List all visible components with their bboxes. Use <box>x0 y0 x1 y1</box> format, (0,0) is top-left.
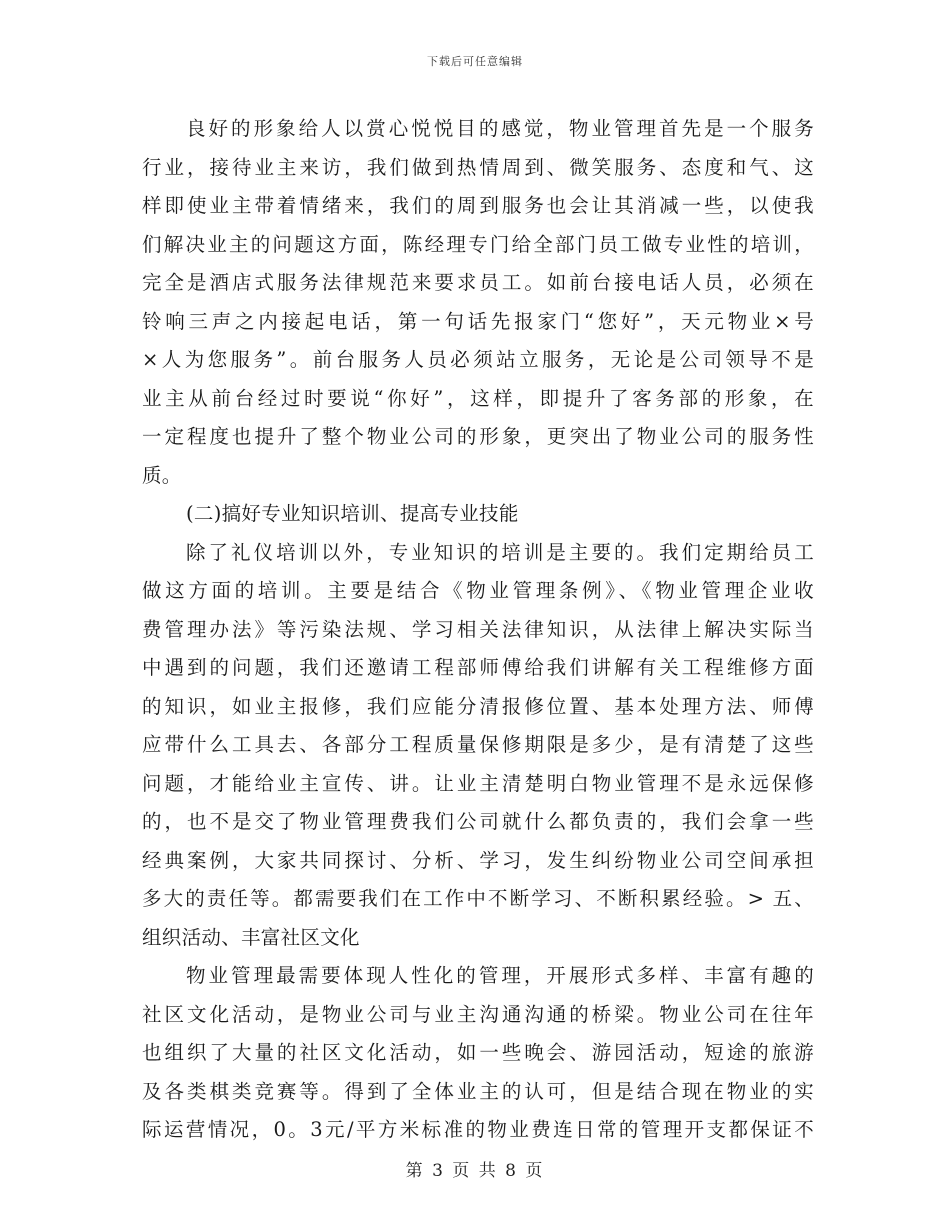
paragraph-line: 质。 <box>142 463 182 487</box>
paragraph-line: 除了礼仪培训以外，专业知识的培训是主要的。我们定期给员工 <box>186 540 814 564</box>
paragraph-line: 应带什么工具去、各部分工程质量保修期限是多少，是有清楚了这些 <box>142 733 814 756</box>
paragraph-line: 经典案例，大家共同探讨、分析、学习，发生纠纷物业公司空间承担 <box>142 848 814 872</box>
paragraph-line: 铃响三声之内接起电话，第一句话先报家门“您好”，天元物业×号 <box>142 309 814 333</box>
paragraph-line: 的知识，如业主报修，我们应能分清报修位置、基本处理方法、师傅 <box>142 694 814 718</box>
paragraph-line: 也组织了大量的社区文化活动，如一些晚会、游园活动，短途的旅游 <box>142 1041 814 1064</box>
paragraph-line: 一定程度也提升了整个物业公司的形象，更突出了物业公司的服务性 <box>142 425 814 448</box>
page-number: 第 3 页 共 8 页 <box>405 1161 545 1181</box>
paragraph-line: 多大的责任等。都需要我们在工作中不断学习、不断积累经验。> 五、 <box>142 887 814 910</box>
paragraph-line: 良好的形象给人以赏心悦悦目的感觉，物业管理首先是一个服务 <box>186 117 814 140</box>
section-heading: (二)搞好专业知识培训、提高专业技能 <box>186 502 519 525</box>
paragraph-line: 费管理办法》等污染法规、学习相关法律知识，从法律上解决实际当 <box>142 617 814 641</box>
paragraph-line: 际运营情况，0。3元/平方米标准的物业费连日常的管理开支都保证不 <box>142 1118 814 1141</box>
document-body <box>142 110 814 1150</box>
paragraph-line: 问题，才能给业主宣传、讲。让业主清楚明白物业管理不是永远保修 <box>142 771 814 795</box>
paragraph-line: ×人为您服务”。前台服务人员必须站立服务，无论是公司领导不是 <box>142 348 814 371</box>
paragraph-line: 及各类棋类竞赛等。得到了全体业主的认可，但是结合现在物业的实 <box>142 1079 814 1103</box>
paragraph-line: 物业管理最需要体现人性化的管理，开展形式多样、丰富有趣的 <box>186 964 814 987</box>
paragraph-line: 业主从前台经过时要说“你好”，这样，即提升了客务部的形象，在 <box>142 386 814 410</box>
section-heading: 组织活动、丰富社区文化 <box>142 925 360 949</box>
paragraph-line: 样即使业主带着情绪来，我们的周到服务也会让其消减一些，以使我 <box>142 194 814 217</box>
paragraph-line: 行业，接待业主来访，我们做到热情周到、微笑服务、态度和气、这 <box>142 155 814 179</box>
paragraph-line: 完全是酒店式服务法律规范来要求员工。如前台接电话人员，必须在 <box>142 271 814 294</box>
paragraph-line: 中遇到的问题，我们还邀请工程部师傅给我们讲解有关工程维修方面 <box>142 656 814 679</box>
paragraph-line: 做这方面的培训。主要是结合《物业管理条例》、《物业管理企业收 <box>142 579 814 602</box>
page-header-note: 下载后可任意编辑 <box>427 55 523 68</box>
paragraph-line: 的，也不是交了物业管理费我们公司就什么都负责的，我们会拿一些 <box>142 810 814 833</box>
paragraph-line: 们解决业主的问题这方面，陈经理专门给全部门员工做专业性的培训， <box>142 232 814 256</box>
paragraph-line: 社区文化活动，是物业公司与业主沟通沟通的桥梁。物业公司在往年 <box>142 1002 814 1026</box>
